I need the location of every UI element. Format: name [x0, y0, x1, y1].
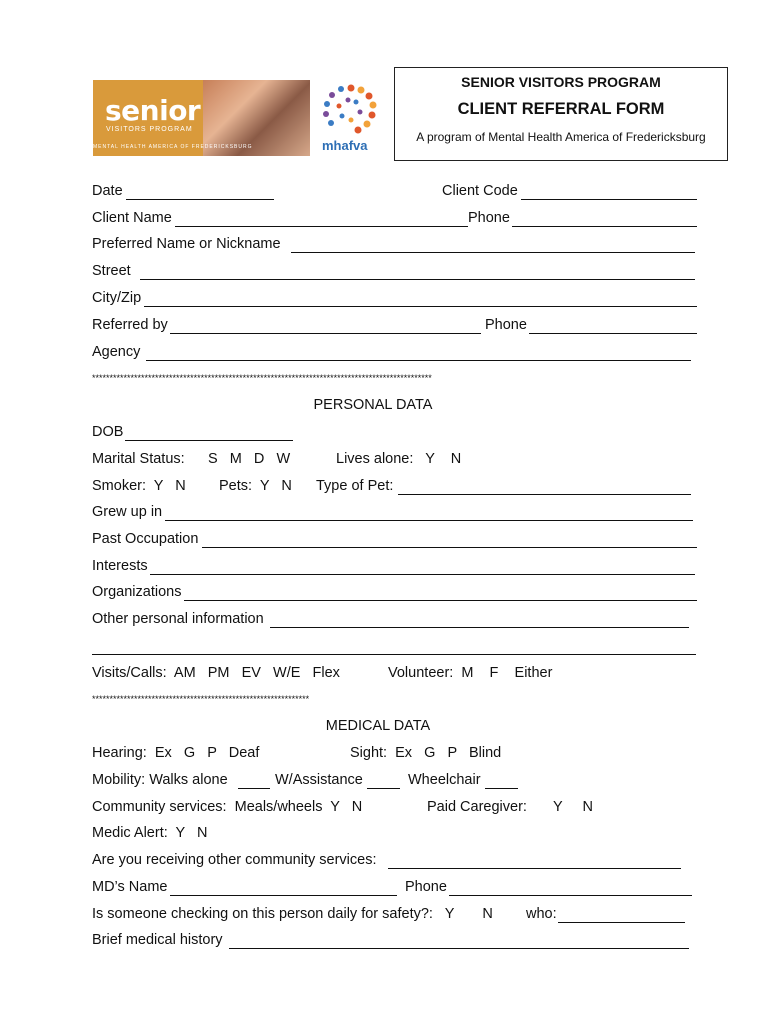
paid-caregiver-label: Paid Caregiver:: [427, 799, 527, 815]
type-of-pet-label: Type of Pet:: [316, 478, 394, 494]
agency-label: Agency: [92, 344, 141, 360]
hearing-options[interactable]: Hearing: Ex G P Deaf: [92, 745, 260, 761]
safety-check-options[interactable]: Is someone checking on this person daily for safety?: Y N: [92, 906, 493, 922]
phone-label: Phone: [468, 210, 510, 226]
interests-field[interactable]: [150, 560, 695, 575]
dob-label: DOB: [92, 424, 124, 440]
banner-brand-sub: VISITORS PROGRAM: [106, 126, 193, 133]
walks-alone-field[interactable]: [238, 774, 270, 789]
marital-status-options[interactable]: S M D W: [208, 451, 291, 467]
banner-brand: senior: [105, 94, 201, 127]
banner-strip: MENTAL HEALTH AMERICA OF FREDERICKSBURG: [93, 144, 253, 150]
client-code-field[interactable]: [521, 185, 697, 200]
title-box: [394, 67, 728, 161]
organizations-field[interactable]: [184, 586, 697, 601]
date-field[interactable]: [126, 185, 274, 200]
street-field[interactable]: [140, 265, 695, 280]
separator-short: **************************************************************: [92, 694, 310, 704]
dob-field[interactable]: [125, 426, 293, 441]
paid-caregiver-options[interactable]: Y N: [553, 799, 594, 815]
community-services-options[interactable]: Community services: Meals/wheels Y N: [92, 799, 363, 815]
w-assistance-label: W/Assistance: [275, 772, 363, 788]
medical-history-field[interactable]: [229, 934, 689, 949]
who-label: who:: [526, 906, 557, 922]
personal-data-title: PERSONAL DATA: [313, 397, 433, 413]
date-label: Date: [92, 183, 123, 199]
city-zip-field[interactable]: [144, 292, 697, 307]
past-occupation-field[interactable]: [202, 533, 697, 548]
other-info-label: Other personal information: [92, 611, 264, 627]
lives-alone-options[interactable]: Lives alone: Y N: [336, 451, 462, 467]
md-name-label: MD’s Name: [92, 879, 168, 895]
mobility-walks-alone-label: Mobility: Walks alone: [92, 772, 228, 788]
who-field[interactable]: [558, 908, 685, 923]
program-title: SENIOR VISITORS PROGRAM: [461, 74, 661, 90]
agency-field[interactable]: [146, 346, 691, 361]
volunteer-options[interactable]: Volunteer: M F Either: [388, 665, 553, 681]
medic-alert-options[interactable]: Medic Alert: Y N: [92, 825, 208, 841]
preferred-name-label: Preferred Name or Nickname: [92, 236, 281, 252]
sight-options[interactable]: Sight: Ex G P Blind: [350, 745, 502, 761]
organizations-label: Organizations: [92, 584, 182, 600]
other-services-field[interactable]: [388, 854, 681, 869]
type-of-pet-field[interactable]: [398, 480, 691, 495]
mhafva-logo-text: mhafva: [322, 138, 368, 153]
marital-status-label: Marital Status:: [92, 451, 185, 467]
referred-by-field[interactable]: [170, 319, 481, 334]
other-services-label: Are you receiving other community services:: [92, 852, 377, 868]
grew-up-field[interactable]: [165, 506, 693, 521]
medical-history-label: Brief medical history: [92, 932, 223, 948]
grew-up-label: Grew up in: [92, 504, 163, 520]
client-name-label: Client Name: [92, 210, 172, 226]
pets-options[interactable]: Pets: Y N: [219, 478, 292, 494]
client-code-label: Client Code: [442, 183, 518, 199]
wheelchair-field[interactable]: [485, 774, 518, 789]
referrer-phone-field[interactable]: [529, 319, 697, 334]
phone-field[interactable]: [512, 212, 697, 227]
referred-by-label: Referred by: [92, 317, 168, 333]
program-subtitle: A program of Mental Health America of Fredericksburg: [416, 130, 706, 144]
visits-calls-options[interactable]: Visits/Calls: AM PM EV W/E Flex: [92, 665, 340, 681]
md-phone-label: Phone: [405, 879, 447, 895]
w-assistance-field[interactable]: [367, 774, 400, 789]
smoker-options[interactable]: Smoker: Y N: [92, 478, 186, 494]
interests-label: Interests: [92, 558, 148, 574]
client-name-field[interactable]: [175, 212, 468, 227]
medical-data-title: MEDICAL DATA: [325, 718, 431, 734]
md-name-field[interactable]: [170, 881, 397, 896]
other-info-field[interactable]: [270, 613, 689, 628]
form-title: CLIENT REFERRAL FORM: [457, 100, 665, 118]
street-label: Street: [92, 263, 131, 279]
md-phone-field[interactable]: [449, 881, 692, 896]
separator-long: *************************************************************************************************: [92, 373, 432, 383]
wheelchair-label: Wheelchair: [408, 772, 481, 788]
preferred-name-field[interactable]: [291, 238, 695, 253]
referrer-phone-label: Phone: [485, 317, 527, 333]
mhafva-logo-icon: [316, 82, 386, 138]
other-info-field-line2[interactable]: [92, 640, 696, 655]
past-occupation-label: Past Occupation: [92, 531, 199, 547]
city-zip-label: City/Zip: [92, 290, 142, 306]
